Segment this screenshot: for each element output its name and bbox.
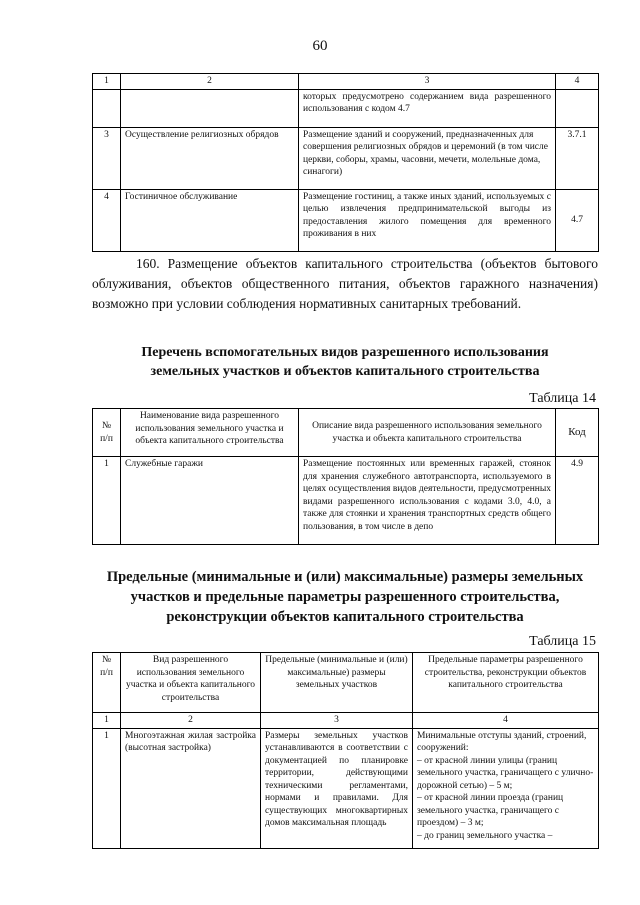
header-use-name: Наименование вида разрешенного использования земельного участка и объекта капитального строительства xyxy=(121,409,299,457)
section-heading-auxiliary-uses xyxy=(92,343,598,381)
row-name: Гостиничное обслуживание xyxy=(121,189,299,251)
paragraph-text: 160. Размещение объектов капитального строительства (объектов бытового облуживания, объектов общественного питания, объектов гаражного назначения) возможно при условии соблюдения нормативных санитарных требований. xyxy=(92,256,598,311)
col-index-4: 4 xyxy=(556,74,599,90)
col-index-3: 3 xyxy=(261,713,413,729)
table-header-row xyxy=(93,409,599,457)
heading-line: реконструкции объектов капитального строительства xyxy=(166,609,524,625)
row-code xyxy=(556,89,599,127)
row-code: 3.7.1 xyxy=(556,127,599,189)
row-number: 1 xyxy=(93,457,121,545)
table-row xyxy=(93,127,599,189)
col-index-1: 1 xyxy=(93,74,121,90)
table-row xyxy=(93,457,599,545)
row-build-params: Минимальные отступы зданий, строений, сооружений: – от красной линии улицы (границ земельного участка, граничащего с улично-дорожной сетью) – 5 м; – от красной линии проезда (границ земельного участка, граничащего с проездом) – 3 м; – до границ земельного участка – xyxy=(413,728,599,848)
row-name: Служебные гаражи xyxy=(121,457,299,545)
heading-line: земельных участков и объектов капитального строительства xyxy=(150,364,540,379)
row-number: 4 xyxy=(93,189,121,251)
table-row xyxy=(93,728,599,848)
row-number xyxy=(93,89,121,127)
row-description: Размещение гостиниц, а также иных зданий, используемых с целью извлечения предпринимательской выгоды из предоставления жилого помещения для временного проживания в них xyxy=(299,189,556,251)
col-index-4: 4 xyxy=(413,713,599,729)
header-code: Код xyxy=(556,409,599,457)
table-index-row xyxy=(93,713,599,729)
paragraph-160 xyxy=(92,254,598,314)
col-index-3: 3 xyxy=(299,74,556,90)
row-name: Осуществление религиозных обрядов xyxy=(121,127,299,189)
row-description: Размещение постоянных или временных гаражей, стоянок для хранения служебного автотранспорта, используемого в целях осуществления видов деятельности, предусмотренных видами разрешенного использования с кодами 3.0, 4.0, а также для стоянки и хранения транспортных средств общего пользования, в том числе в депо xyxy=(299,457,556,545)
table-index-row xyxy=(93,74,599,90)
header-number: № п/п xyxy=(93,409,121,457)
heading-line: Предельные (минимальные и (или) максимальные) размеры земельных xyxy=(106,569,584,585)
table-14 xyxy=(92,408,599,545)
header-plot-sizes: Предельные (минимальные и (или) максимальные) размеры земельных участков xyxy=(261,653,413,713)
col-index-2: 2 xyxy=(121,74,299,90)
table-row xyxy=(93,89,599,127)
table-header-row xyxy=(93,653,599,713)
heading-line: Перечень вспомогательных видов разрешенного использования xyxy=(141,345,549,360)
header-use-type: Вид разрешенного использования земельного участка и объекта капитального строительства xyxy=(121,653,261,713)
page-number: 60 xyxy=(312,38,328,54)
table-15-caption: Таблица 15 xyxy=(529,634,596,649)
header-use-description: Описание вида разрешенного использования земельного участка и объекта капитального строительства xyxy=(299,409,556,457)
section-heading-limits xyxy=(92,567,598,627)
header-number: № п/п xyxy=(93,653,121,713)
row-description: которых предусмотрено содержанием вида разрешенного использования с кодом 4.7 xyxy=(299,89,556,127)
table-15 xyxy=(92,652,599,849)
table-continuation xyxy=(92,73,599,252)
col-index-1: 1 xyxy=(93,713,121,729)
header-build-params: Предельные параметры разрешенного строительства, реконструкции объектов капитального строительства xyxy=(413,653,599,713)
row-use-type: Многоэтажная жилая застройка (высотная застройка) xyxy=(121,728,261,848)
row-code: 4.9 xyxy=(556,457,599,545)
row-number: 3 xyxy=(93,127,121,189)
row-number: 1 xyxy=(93,728,121,848)
col-index-2: 2 xyxy=(121,713,261,729)
row-description: Размещение зданий и сооружений, предназначенных для совершения религиозных обрядов и церемоний (в том числе церкви, соборы, храмы, часовни, мечети, молельные дома, синагоги) xyxy=(299,127,556,189)
heading-line: участков и предельные параметры разрешенного строительства, xyxy=(130,589,560,605)
row-plot-sizes: Размеры земельных участков устанавливаются в соответствии с документацией по планировке территории, действующими техническими регламентами, нормами и правилами. Для существующих многоквартирных домов максимальная площадь xyxy=(261,728,413,848)
row-name xyxy=(121,89,299,127)
table-row xyxy=(93,189,599,251)
table-14-caption: Таблица 14 xyxy=(529,391,596,406)
row-code: 4.7 xyxy=(556,189,599,251)
